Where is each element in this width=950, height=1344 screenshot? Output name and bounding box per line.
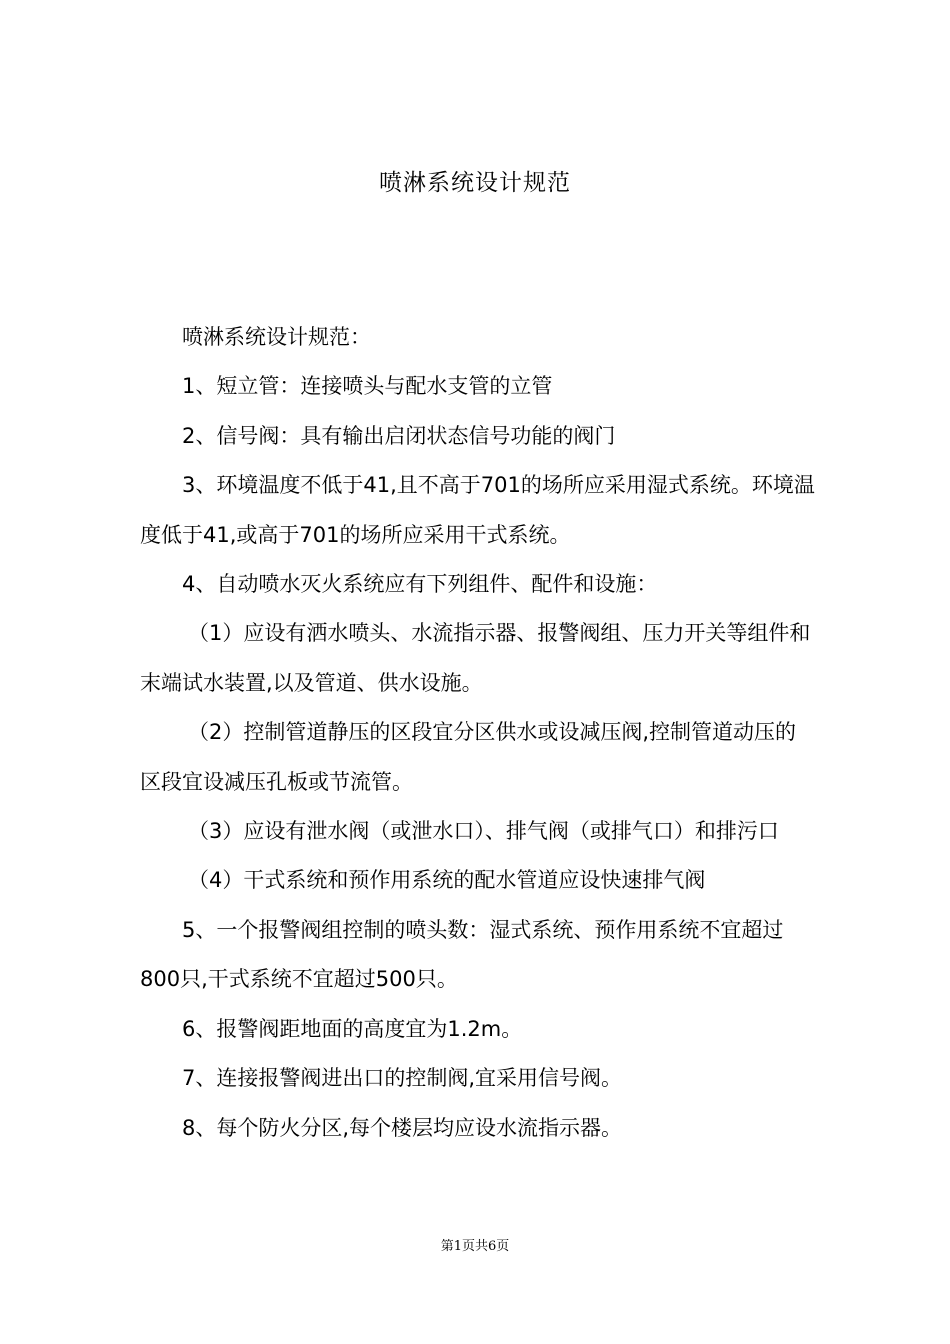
paragraph-subitem-3: （3）应设有泄水阀（或泄水口）、排气阀（或排气口）和排污口	[188, 819, 779, 844]
document-body	[140, 313, 816, 1153]
paragraph-item-4: 4、自动喷水灭火系统应有下列组件、配件和设施：	[182, 572, 658, 597]
paragraph-subitem-2: （2）控制管道静压的区段宜分区供水或设减压阀,控制管道动压的区段宜设减压孔板或节流管。	[140, 720, 797, 794]
paragraph-item-8: 8、每个防火分区,每个楼层均应设水流指示器。	[182, 1115, 623, 1140]
paragraph-subitem-1: （1）应设有洒水喷头、水流指示器、报警阀组、压力开关等组件和末端试水装置,以及管道、供水设施。	[140, 621, 811, 695]
paragraph-heading: 喷淋系统设计规范：	[182, 325, 371, 349]
paragraph-item-6: 6、报警阀距地面的高度宜为1.2m。	[182, 1016, 523, 1041]
paragraph-item-7: 7、连接报警阀进出口的控制阀,宜采用信号阀。	[182, 1066, 623, 1091]
page-footer: 第1页共6页	[440, 1239, 510, 1254]
paragraph-item-5: 5、一个报警阀组控制的喷头数：湿式系统、预作用系统不宜超过800只,干式系统不宜超过500只。	[140, 917, 784, 992]
paragraph-item-3: 3、环境温度不低于41,且不高于701的场所应采用湿式系统。环境温度低于41,或高于701的场所应采用干式系统。	[140, 473, 815, 547]
document-title: 喷淋系统设计规范	[379, 170, 571, 196]
paragraph-item-2: 2、信号阀：具有输出启闭状态信号功能的阀门	[182, 423, 616, 448]
paragraph-item-1: 1、短立管：连接喷头与配水支管的立管	[182, 374, 553, 399]
paragraph-subitem-4: （4）干式系统和预作用系统的配水管道应设快速排气阀	[188, 868, 706, 893]
